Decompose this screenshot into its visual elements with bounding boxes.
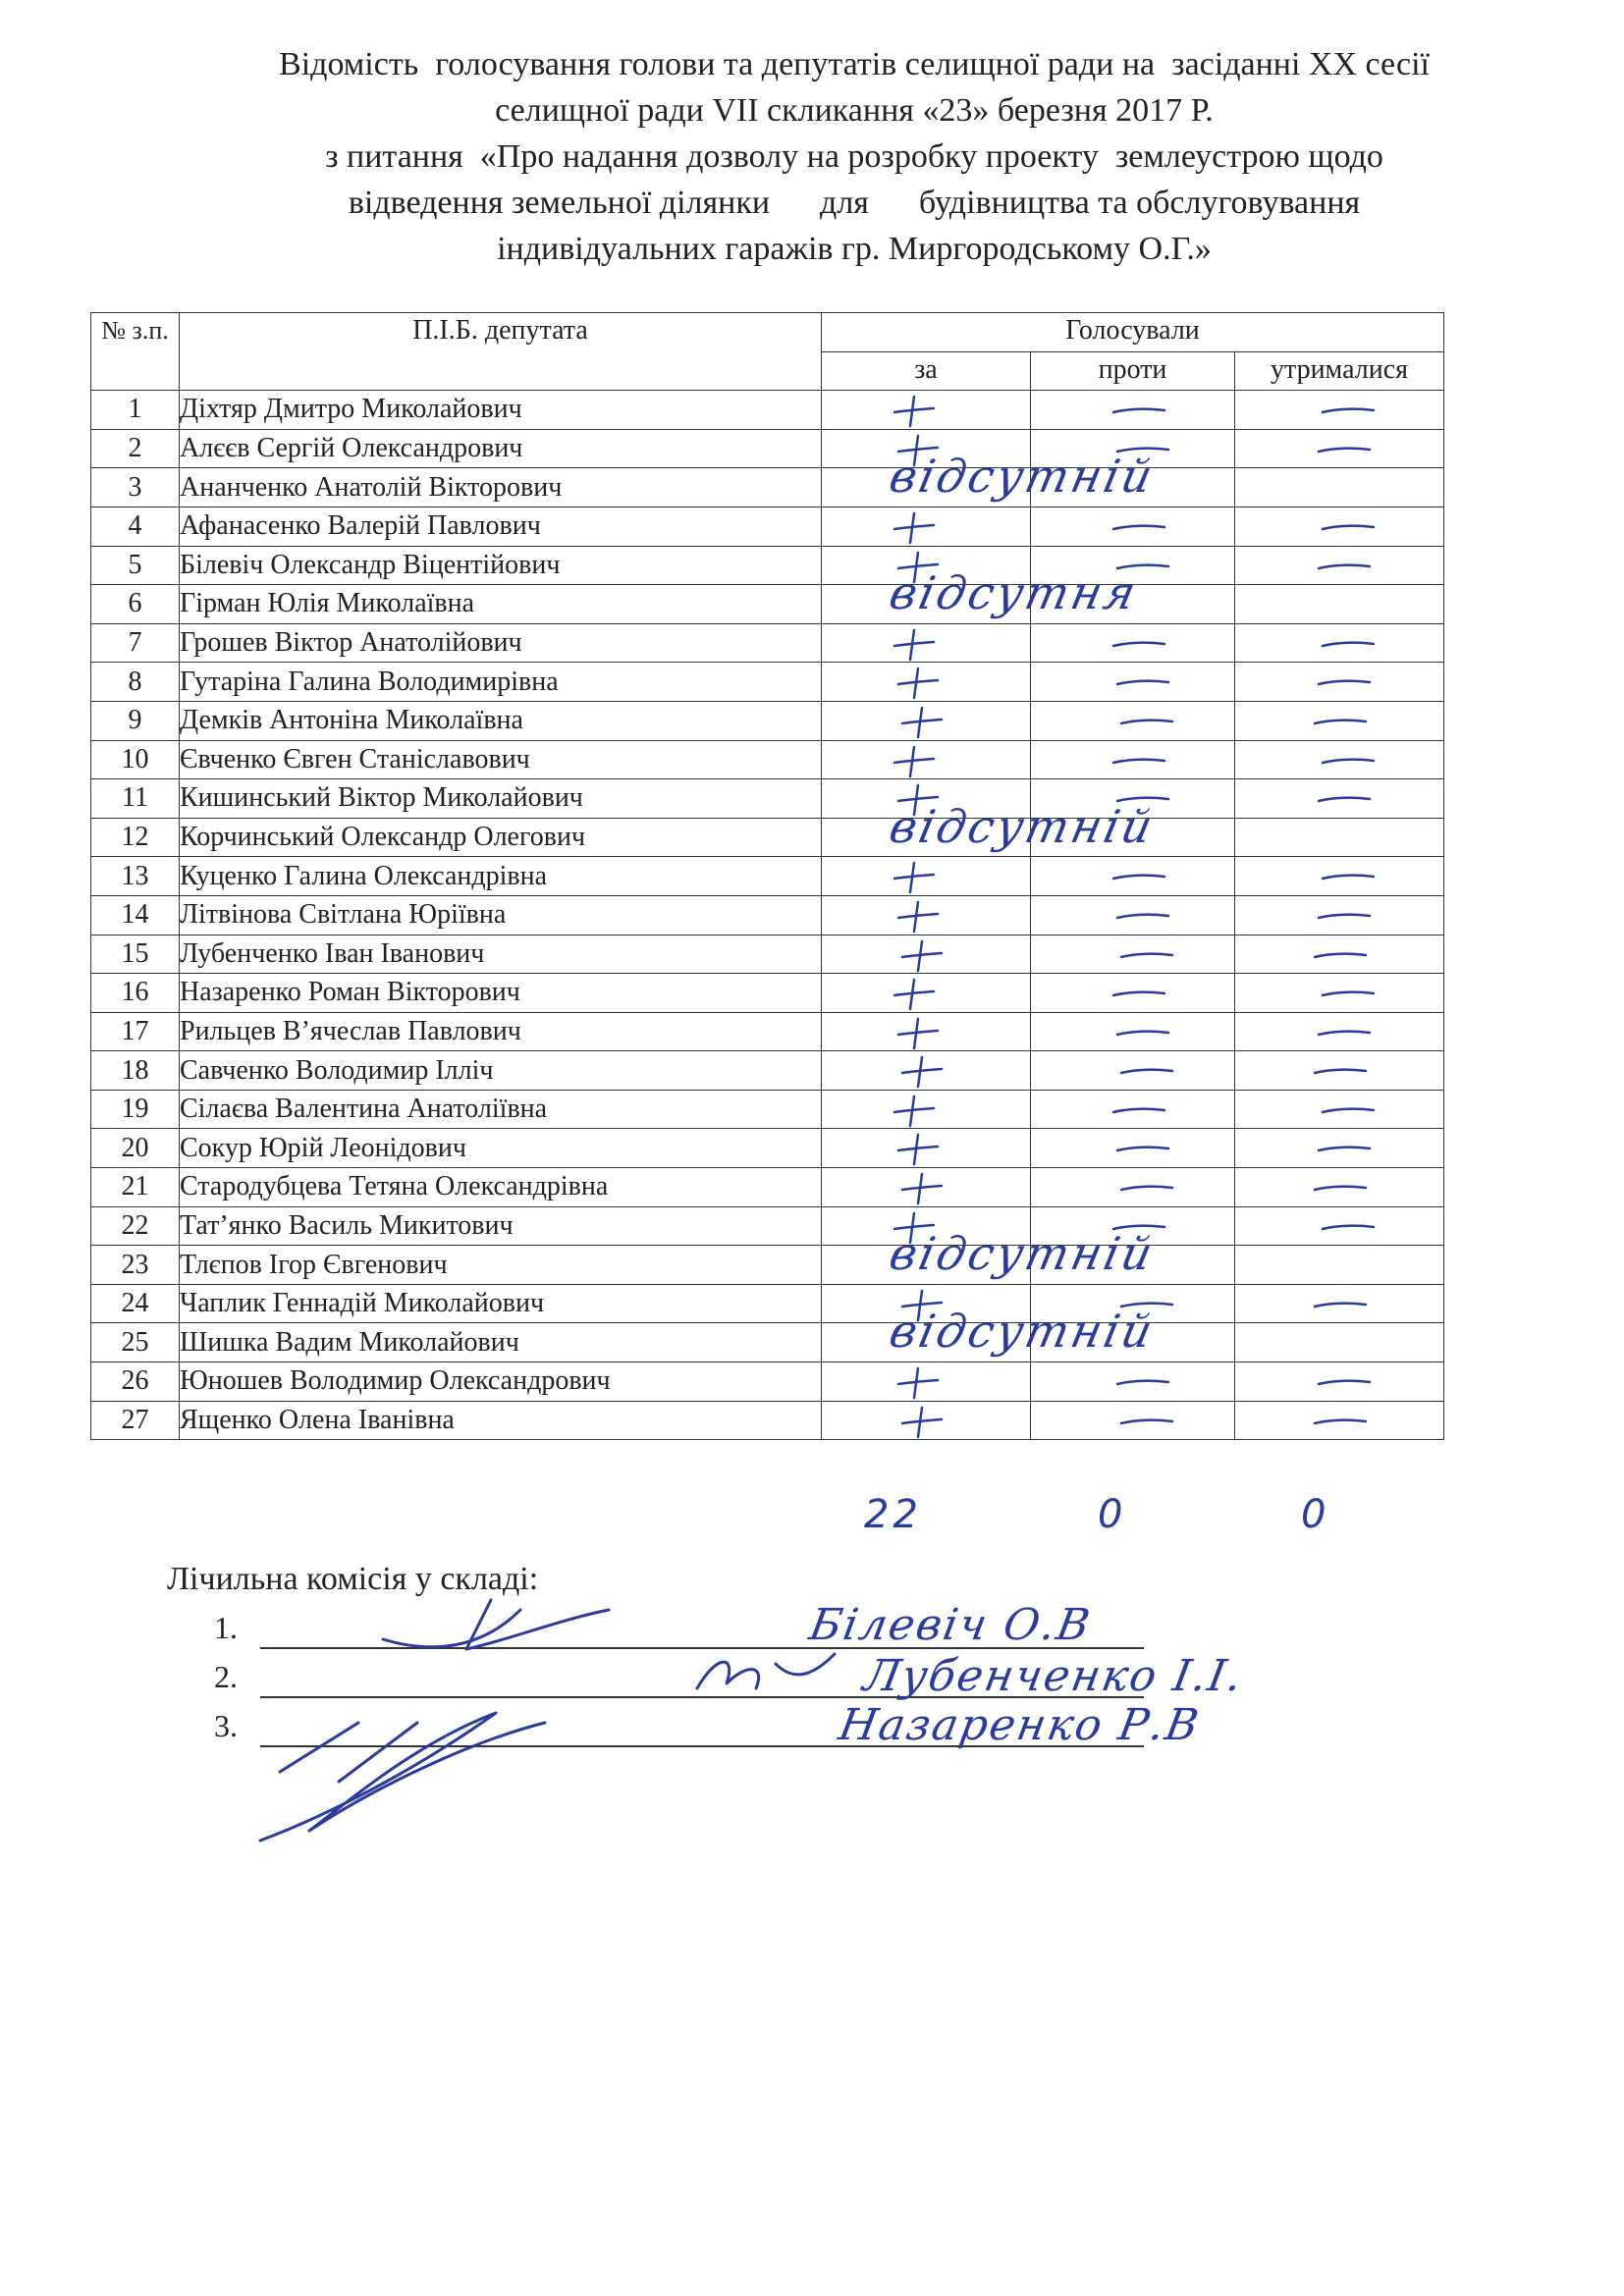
dash-mark <box>1319 867 1378 886</box>
title-line-3: з питання «Про надання дозволу на розробку проекту землеустрою щодо <box>325 138 1383 175</box>
document-title <box>118 41 1591 272</box>
deputy-name: Діхтяр Дмитро Миколайович <box>180 391 822 430</box>
vote-against-cell <box>1031 1168 1235 1207</box>
dash-mark <box>1117 945 1176 965</box>
total-abstain: 0 <box>1301 1492 1330 1537</box>
row-number: 17 <box>91 1012 180 1051</box>
member-name-3: Назаренко Р.В <box>835 1700 1205 1750</box>
dash-mark <box>1319 984 1378 1003</box>
member-number: 1. <box>214 1610 238 1645</box>
row-number: 2 <box>91 429 180 468</box>
vote-against-cell <box>1031 740 1235 779</box>
vote-against-cell <box>1031 585 1235 624</box>
table-row <box>91 585 1444 624</box>
deputy-name: Ященко Олена Іванівна <box>180 1401 822 1440</box>
row-number: 6 <box>91 585 180 624</box>
plus-mark <box>889 976 938 1011</box>
dash-mark <box>1315 1139 1374 1158</box>
row-number: 21 <box>91 1168 180 1207</box>
dash-mark <box>1315 672 1374 692</box>
dash-mark <box>1110 984 1168 1003</box>
dash-mark <box>1110 517 1168 537</box>
plus-mark <box>893 898 942 934</box>
dash-mark <box>1311 712 1370 731</box>
deputy-name: Лубенченко Іван Іванович <box>180 934 822 974</box>
title-line-5: індивідуальних гаражів гр. Миргородському О.Г.» <box>497 231 1212 267</box>
row-number: 14 <box>91 895 180 934</box>
vote-for-cell <box>822 1129 1031 1168</box>
header-number: № з.п. <box>91 313 180 391</box>
deputy-name: Юношев Володимир Олександрович <box>180 1362 822 1402</box>
deputy-name: Грошев Віктор Анатолійович <box>180 623 822 663</box>
vote-abstain-cell <box>1235 701 1444 740</box>
plus-mark <box>896 1170 946 1205</box>
vote-abstain-cell <box>1235 818 1444 857</box>
dash-mark <box>1117 1178 1176 1198</box>
table-row <box>91 1401 1444 1440</box>
vote-for-cell <box>822 1401 1031 1440</box>
dash-mark <box>1110 400 1168 420</box>
dash-mark <box>1315 557 1374 576</box>
title-line-4: відведення земельної ділянки для будівництва та обслуговування <box>348 185 1361 221</box>
vote-abstain-cell <box>1235 1012 1444 1051</box>
row-number: 12 <box>91 818 180 857</box>
vote-against-cell <box>1031 663 1235 702</box>
deputy-name: Гутаріна Галина Володимирівна <box>180 663 822 702</box>
vote-for-cell <box>822 507 1031 546</box>
vote-against-cell <box>1031 1362 1235 1402</box>
vote-for-cell <box>822 1051 1031 1091</box>
vote-abstain-cell <box>1235 1051 1444 1091</box>
dash-mark <box>1110 634 1168 654</box>
row-number: 3 <box>91 468 180 507</box>
deputy-name: Літвінова Світлана Юріївна <box>180 895 822 934</box>
vote-against-cell <box>1031 701 1235 740</box>
row-number: 19 <box>91 1090 180 1129</box>
table-row <box>91 701 1444 740</box>
table-row <box>91 1206 1444 1246</box>
signature-scribble-2 <box>687 1644 854 1703</box>
table-row <box>91 1246 1444 1285</box>
vote-abstain-cell <box>1235 585 1444 624</box>
dash-mark <box>1311 1061 1370 1081</box>
dash-mark <box>1315 1372 1374 1392</box>
dash-mark <box>1110 1100 1168 1120</box>
table-row <box>91 934 1444 974</box>
dash-mark <box>1319 517 1378 537</box>
row-number: 10 <box>91 740 180 779</box>
deputy-name: Тат’янко Василь Микитович <box>180 1206 822 1246</box>
vote-for-cell <box>822 450 1161 507</box>
commission-member-2 <box>214 1659 238 1695</box>
absent-note: відсутній <box>885 450 1161 504</box>
vote-abstain-cell <box>1235 1090 1444 1129</box>
deputy-name: Афанасенко Валерій Павлович <box>180 507 822 546</box>
absent-note: відсутній <box>885 799 1161 853</box>
deputy-name: Куценко Галина Олександрівна <box>180 857 822 896</box>
vote-abstain-cell <box>1235 391 1444 430</box>
total-against: 0 <box>1098 1492 1127 1537</box>
voting-table <box>90 312 1444 1440</box>
header-deputy-name: П.І.Б. депутата <box>180 313 822 391</box>
dash-mark <box>1315 906 1374 926</box>
plus-mark <box>889 859 938 894</box>
absent-note: відсутній <box>885 1227 1161 1281</box>
vote-for-cell <box>822 1227 1161 1285</box>
vote-for-cell <box>822 740 1031 779</box>
vote-for-cell <box>822 566 1144 624</box>
row-number: 15 <box>91 934 180 974</box>
vote-for-cell <box>822 857 1031 896</box>
dash-mark <box>1319 1217 1378 1237</box>
vote-abstain-cell <box>1235 1206 1444 1246</box>
plus-mark <box>889 743 938 778</box>
dash-mark <box>1117 1061 1176 1081</box>
deputy-name: Білевіч Олександр Віцентійович <box>180 546 822 585</box>
dash-mark <box>1319 1100 1378 1120</box>
dash-mark <box>1311 1178 1370 1198</box>
deputy-name: Сілаєва Валентина Анатоліївна <box>180 1090 822 1129</box>
dash-mark <box>1315 440 1374 459</box>
vote-against-cell <box>1031 1129 1235 1168</box>
vote-abstain-cell <box>1235 468 1444 507</box>
row-number: 24 <box>91 1284 180 1323</box>
absent-note: відсутня <box>885 566 1144 620</box>
dash-mark <box>1311 1295 1370 1314</box>
vote-abstain-cell <box>1235 1362 1444 1402</box>
vote-against-cell <box>1031 1012 1235 1051</box>
header-for: за <box>822 351 1031 391</box>
table-row <box>91 391 1444 430</box>
vote-for-cell <box>822 701 1031 740</box>
vote-for-cell <box>822 623 1031 663</box>
plus-mark <box>889 393 938 428</box>
vote-abstain-cell <box>1235 1246 1444 1285</box>
vote-against-cell <box>1031 818 1235 857</box>
table-row <box>91 974 1444 1013</box>
vote-abstain-cell <box>1235 1401 1444 1440</box>
vote-against-cell <box>1031 468 1235 507</box>
table-row <box>91 663 1444 702</box>
vote-abstain-cell <box>1235 663 1444 702</box>
plus-mark <box>896 1404 946 1439</box>
vote-for-cell <box>822 895 1031 934</box>
dash-mark <box>1319 400 1378 420</box>
deputy-name: Демків Антоніна Миколаївна <box>180 701 822 740</box>
signature-scribble-3 <box>221 1683 555 1850</box>
deputy-name: Стародубцева Тетяна Олександрівна <box>180 1168 822 1207</box>
vote-against-cell <box>1031 507 1235 546</box>
deputy-name: Шишка Вадим Миколайович <box>180 1323 822 1362</box>
deputy-name: Корчинський Олександр Олегович <box>180 818 822 857</box>
vote-abstain-cell <box>1235 623 1444 663</box>
plus-mark <box>896 1053 946 1089</box>
member-number: 3. <box>214 1708 238 1743</box>
vote-abstain-cell <box>1235 1284 1444 1323</box>
vote-abstain-cell <box>1235 857 1444 896</box>
row-number: 18 <box>91 1051 180 1091</box>
row-number: 4 <box>91 507 180 546</box>
table-body <box>91 391 1444 1440</box>
dash-mark <box>1319 751 1378 771</box>
commission-label: Лічильна комісія у складі: <box>167 1561 539 1597</box>
dash-mark <box>1117 1412 1176 1431</box>
commission-member-1 <box>214 1610 238 1646</box>
table-row <box>91 1090 1444 1129</box>
table-row <box>91 1051 1444 1091</box>
vote-abstain-cell <box>1235 429 1444 468</box>
vote-abstain-cell <box>1235 1168 1444 1207</box>
vote-against-cell <box>1031 1323 1235 1362</box>
deputy-name: Алєєв Сергій Олександрович <box>180 429 822 468</box>
dash-mark <box>1110 751 1168 771</box>
member-name-2: Лубенченко І.І. <box>859 1651 1248 1701</box>
table-row <box>91 779 1444 819</box>
vote-for-cell <box>822 799 1161 857</box>
table-row <box>91 895 1444 934</box>
table-row <box>91 1284 1444 1323</box>
vote-abstain-cell <box>1235 934 1444 974</box>
vote-totals <box>0 1492 1624 1561</box>
plus-mark <box>896 937 946 973</box>
table-row <box>91 546 1444 585</box>
row-number: 20 <box>91 1129 180 1168</box>
vote-against-cell <box>1031 1246 1235 1285</box>
table-row <box>91 1129 1444 1168</box>
vote-for-cell <box>822 974 1031 1013</box>
table-row <box>91 1362 1444 1402</box>
vote-against-cell <box>1031 391 1235 430</box>
row-number: 23 <box>91 1246 180 1285</box>
row-number: 13 <box>91 857 180 896</box>
table-row <box>91 1012 1444 1051</box>
row-number: 11 <box>91 779 180 819</box>
vote-against-cell <box>1031 623 1235 663</box>
table-row <box>91 429 1444 468</box>
deputy-name: Кишинський Віктор Миколайович <box>180 779 822 819</box>
plus-mark <box>893 1131 942 1166</box>
plus-mark <box>893 1015 942 1050</box>
table-row <box>91 507 1444 546</box>
dash-mark <box>1319 634 1378 654</box>
absent-note: відсутній <box>885 1305 1161 1359</box>
row-number: 26 <box>91 1362 180 1402</box>
vote-abstain-cell <box>1235 546 1444 585</box>
table-row <box>91 857 1444 896</box>
row-number: 27 <box>91 1401 180 1440</box>
plus-mark <box>893 1364 942 1400</box>
row-number: 16 <box>91 974 180 1013</box>
deputy-name: Сокур Юрій Леонідович <box>180 1129 822 1168</box>
vote-abstain-cell <box>1235 779 1444 819</box>
row-number: 9 <box>91 701 180 740</box>
commission-member-3 <box>214 1708 238 1744</box>
vote-abstain-cell <box>1235 1129 1444 1168</box>
table-row <box>91 1323 1444 1362</box>
vote-abstain-cell <box>1235 507 1444 546</box>
total-for: 22 <box>864 1492 922 1537</box>
deputy-name: Євченко Євген Станіславович <box>180 740 822 779</box>
table-row <box>91 623 1444 663</box>
table-row <box>91 740 1444 779</box>
header-abstain: утрималися <box>1235 351 1444 391</box>
member-name-1: Білевіч О.В <box>805 1600 1096 1650</box>
dash-mark <box>1113 1023 1172 1042</box>
plus-mark <box>889 509 938 545</box>
dash-mark <box>1110 867 1168 886</box>
plus-mark <box>889 1093 938 1128</box>
dash-mark <box>1311 1412 1370 1431</box>
vote-against-cell <box>1031 857 1235 896</box>
vote-for-cell <box>822 391 1031 430</box>
dash-mark <box>1315 789 1374 809</box>
plus-mark <box>896 704 946 739</box>
vote-for-cell <box>822 663 1031 702</box>
dash-mark <box>1315 1023 1374 1042</box>
deputy-name: Назаренко Роман Вікторович <box>180 974 822 1013</box>
vote-against-cell <box>1031 934 1235 974</box>
row-number: 8 <box>91 663 180 702</box>
vote-for-cell <box>822 1362 1031 1402</box>
deputy-name: Чаплик Геннадій Миколайович <box>180 1284 822 1323</box>
row-number: 5 <box>91 546 180 585</box>
vote-for-cell <box>822 1168 1031 1207</box>
vote-abstain-cell <box>1235 974 1444 1013</box>
header-voted: Голосували <box>822 313 1444 352</box>
vote-against-cell <box>1031 974 1235 1013</box>
vote-for-cell <box>822 1090 1031 1129</box>
vote-against-cell <box>1031 1051 1235 1091</box>
vote-against-cell <box>1031 1090 1235 1129</box>
title-line-1: Відомість голосування голови та депутатів селищної ради на засіданні ХХ сесії <box>279 46 1430 82</box>
row-number: 25 <box>91 1323 180 1362</box>
table-row <box>91 468 1444 507</box>
plus-mark <box>889 626 938 662</box>
title-line-2: селищної ради VІІ скликання «23» березня 2017 Р. <box>495 92 1214 129</box>
dash-mark <box>1311 945 1370 965</box>
table-row <box>91 1168 1444 1207</box>
dash-mark <box>1117 712 1176 731</box>
deputy-name: Ананченко Анатолій Вікторович <box>180 468 822 507</box>
vote-abstain-cell <box>1235 895 1444 934</box>
table-row <box>91 818 1444 857</box>
row-number: 1 <box>91 391 180 430</box>
deputy-name: Рильцев В’ячеслав Павлович <box>180 1012 822 1051</box>
dash-mark <box>1113 1139 1172 1158</box>
dash-mark <box>1113 672 1172 692</box>
plus-mark <box>893 665 942 700</box>
vote-abstain-cell <box>1235 740 1444 779</box>
vote-for-cell <box>822 1305 1161 1362</box>
dash-mark <box>1113 906 1172 926</box>
header-against: проти <box>1031 351 1235 391</box>
vote-against-cell <box>1031 895 1235 934</box>
member-number: 2. <box>214 1659 238 1694</box>
deputy-name: Тлєпов Ігор Євгенович <box>180 1246 822 1285</box>
deputy-name: Гірман Юлія Миколаївна <box>180 585 822 624</box>
vote-against-cell <box>1031 1401 1235 1440</box>
dash-mark <box>1113 1372 1172 1392</box>
vote-for-cell <box>822 934 1031 974</box>
deputy-name: Савченко Володимир Ілліч <box>180 1051 822 1091</box>
row-number: 7 <box>91 623 180 663</box>
vote-abstain-cell <box>1235 1323 1444 1362</box>
vote-for-cell <box>822 1012 1031 1051</box>
row-number: 22 <box>91 1206 180 1246</box>
